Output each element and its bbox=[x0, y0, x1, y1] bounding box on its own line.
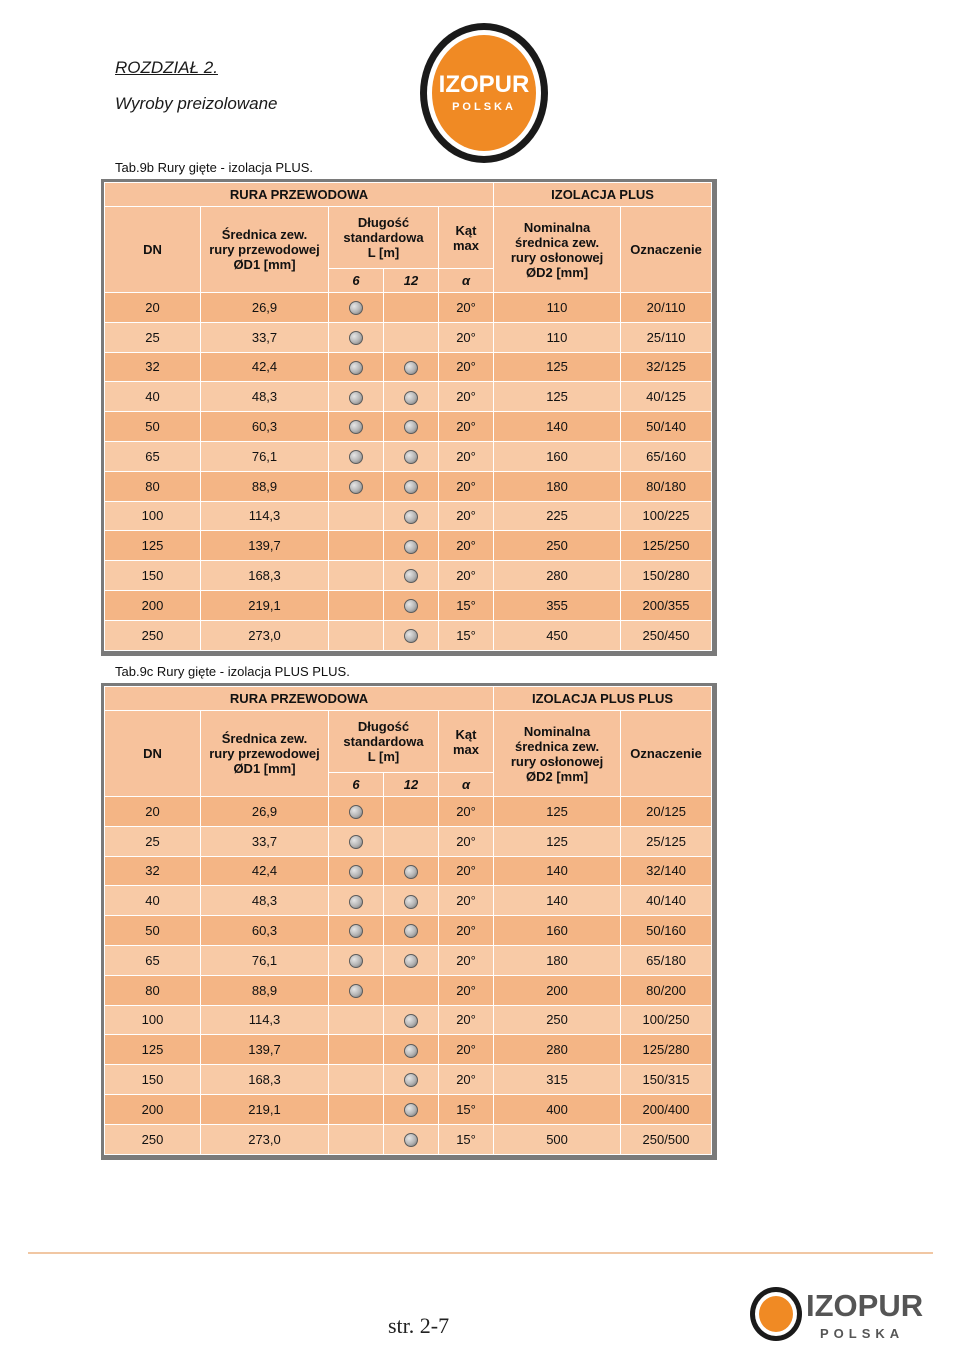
table-row bbox=[105, 561, 712, 591]
cell-d1: 114,3 bbox=[201, 501, 329, 531]
table-row bbox=[105, 501, 712, 531]
availability-dot-icon bbox=[349, 984, 363, 998]
cell-mark: 32/140 bbox=[621, 856, 712, 886]
table-row bbox=[105, 471, 712, 501]
availability-dot-icon bbox=[404, 450, 418, 464]
footer-logo-word-sub: POLSKA bbox=[820, 1326, 905, 1341]
cell-angle: 20° bbox=[439, 471, 494, 501]
cell-mark: 20/110 bbox=[621, 293, 712, 323]
cell-length-6 bbox=[329, 590, 384, 620]
col-d2: Nominalna średnica zew. rury osłonowej ØD2 [mm] bbox=[494, 207, 621, 293]
cell-mark: 20/125 bbox=[621, 797, 712, 827]
cell-length-6 bbox=[329, 441, 384, 471]
availability-dot-icon bbox=[349, 865, 363, 879]
cell-dn: 20 bbox=[105, 797, 201, 827]
table-row bbox=[105, 293, 712, 323]
cell-angle: 20° bbox=[439, 293, 494, 323]
cell-angle: 20° bbox=[439, 561, 494, 591]
col-length-6: 6 bbox=[329, 269, 384, 293]
cell-d2: 450 bbox=[494, 620, 621, 650]
cell-angle: 20° bbox=[439, 382, 494, 412]
cell-length-6 bbox=[329, 471, 384, 501]
cell-d1: 26,9 bbox=[201, 797, 329, 827]
cell-d2: 200 bbox=[494, 975, 621, 1005]
col-angle: Kąt max bbox=[439, 711, 494, 773]
availability-dot-icon bbox=[404, 1133, 418, 1147]
availability-dot-icon bbox=[404, 480, 418, 494]
cell-angle: 20° bbox=[439, 1035, 494, 1065]
table-row bbox=[105, 945, 712, 975]
col-length: Długość standardowa L [m] bbox=[329, 207, 439, 269]
cell-length-12 bbox=[384, 945, 439, 975]
cell-dn: 150 bbox=[105, 1065, 201, 1095]
table-row bbox=[105, 412, 712, 442]
col-length: Długość standardowa L [m] bbox=[329, 711, 439, 773]
availability-dot-icon bbox=[349, 895, 363, 909]
cell-angle: 20° bbox=[439, 501, 494, 531]
cell-d2: 140 bbox=[494, 856, 621, 886]
cell-length-6 bbox=[329, 1035, 384, 1065]
cell-d1: 76,1 bbox=[201, 441, 329, 471]
cell-length-12 bbox=[384, 975, 439, 1005]
cell-angle: 20° bbox=[439, 856, 494, 886]
logo-word-main: IZOPUR bbox=[438, 71, 530, 98]
cell-dn: 125 bbox=[105, 531, 201, 561]
group-header-pipe: RURA PRZEWODOWA bbox=[105, 687, 494, 711]
availability-dot-icon bbox=[404, 954, 418, 968]
table-row bbox=[105, 1124, 712, 1154]
cell-d1: 42,4 bbox=[201, 856, 329, 886]
cell-length-12 bbox=[384, 1035, 439, 1065]
availability-dot-icon bbox=[349, 924, 363, 938]
cell-angle: 20° bbox=[439, 826, 494, 856]
cell-angle: 20° bbox=[439, 531, 494, 561]
izopur-footer-logo-icon bbox=[748, 1284, 928, 1344]
col-dn: DN bbox=[105, 711, 201, 797]
table-row bbox=[105, 352, 712, 382]
cell-dn: 32 bbox=[105, 352, 201, 382]
cell-d2: 180 bbox=[494, 471, 621, 501]
cell-length-12 bbox=[384, 1065, 439, 1095]
cell-dn: 150 bbox=[105, 561, 201, 591]
cell-length-12 bbox=[384, 412, 439, 442]
availability-dot-icon bbox=[404, 569, 418, 583]
cell-angle: 20° bbox=[439, 797, 494, 827]
cell-mark: 40/140 bbox=[621, 886, 712, 916]
cell-length-12 bbox=[384, 1094, 439, 1124]
cell-mark: 80/200 bbox=[621, 975, 712, 1005]
col-alpha: α bbox=[439, 773, 494, 797]
cell-angle: 20° bbox=[439, 945, 494, 975]
cell-angle: 15° bbox=[439, 590, 494, 620]
cell-length-6 bbox=[329, 293, 384, 323]
col-length-12: 12 bbox=[384, 269, 439, 293]
cell-angle: 20° bbox=[439, 352, 494, 382]
cell-d2: 125 bbox=[494, 797, 621, 827]
cell-dn: 40 bbox=[105, 382, 201, 412]
cell-d1: 33,7 bbox=[201, 322, 329, 352]
availability-dot-icon bbox=[404, 540, 418, 554]
col-alpha: α bbox=[439, 269, 494, 293]
cell-length-6 bbox=[329, 620, 384, 650]
cell-d1: 76,1 bbox=[201, 945, 329, 975]
cell-d2: 110 bbox=[494, 293, 621, 323]
cell-dn: 100 bbox=[105, 501, 201, 531]
table-row bbox=[105, 531, 712, 561]
cell-length-12 bbox=[384, 352, 439, 382]
availability-dot-icon bbox=[349, 835, 363, 849]
col-angle: Kąt max bbox=[439, 207, 494, 269]
cell-length-6 bbox=[329, 1124, 384, 1154]
cell-length-6 bbox=[329, 1005, 384, 1035]
izopur-logo-icon bbox=[417, 20, 551, 166]
cell-length-12 bbox=[384, 441, 439, 471]
cell-length-12 bbox=[384, 620, 439, 650]
availability-dot-icon bbox=[349, 420, 363, 434]
cell-mark: 150/280 bbox=[621, 561, 712, 591]
availability-dot-icon bbox=[349, 331, 363, 345]
cell-d2: 280 bbox=[494, 561, 621, 591]
cell-d2: 315 bbox=[494, 1065, 621, 1095]
cell-length-12 bbox=[384, 1124, 439, 1154]
availability-dot-icon bbox=[404, 391, 418, 405]
chapter-subtitle: Wyroby preizolowane bbox=[115, 94, 278, 113]
cell-mark: 50/160 bbox=[621, 916, 712, 946]
cell-d1: 273,0 bbox=[201, 620, 329, 650]
cell-d2: 160 bbox=[494, 441, 621, 471]
cell-length-6 bbox=[329, 382, 384, 412]
cell-length-12 bbox=[384, 561, 439, 591]
cell-d2: 125 bbox=[494, 826, 621, 856]
cell-length-6 bbox=[329, 412, 384, 442]
cell-d1: 219,1 bbox=[201, 590, 329, 620]
cell-d1: 114,3 bbox=[201, 1005, 329, 1035]
availability-dot-icon bbox=[404, 895, 418, 909]
availability-dot-icon bbox=[404, 361, 418, 375]
cell-dn: 50 bbox=[105, 916, 201, 946]
cell-d2: 180 bbox=[494, 945, 621, 975]
page-number: str. 2-7 bbox=[388, 1313, 450, 1338]
table-row bbox=[105, 1094, 712, 1124]
cell-d1: 168,3 bbox=[201, 1065, 329, 1095]
availability-dot-icon bbox=[404, 420, 418, 434]
cell-d2: 110 bbox=[494, 322, 621, 352]
availability-dot-icon bbox=[404, 629, 418, 643]
availability-dot-icon bbox=[404, 510, 418, 524]
table-row bbox=[105, 620, 712, 650]
cell-dn: 125 bbox=[105, 1035, 201, 1065]
table-9c-caption: Tab.9c Rury gięte - izolacja PLUS PLUS. bbox=[115, 664, 350, 679]
cell-length-12 bbox=[384, 856, 439, 886]
cell-d2: 140 bbox=[494, 886, 621, 916]
cell-dn: 80 bbox=[105, 471, 201, 501]
availability-dot-icon bbox=[404, 1073, 418, 1087]
table-row bbox=[105, 322, 712, 352]
table-row bbox=[105, 975, 712, 1005]
cell-angle: 20° bbox=[439, 412, 494, 442]
cell-length-12 bbox=[384, 916, 439, 946]
col-length-6: 6 bbox=[329, 773, 384, 797]
col-d2: Nominalna średnica zew. rury osłonowej ØD2 [mm] bbox=[494, 711, 621, 797]
cell-mark: 100/250 bbox=[621, 1005, 712, 1035]
availability-dot-icon bbox=[349, 805, 363, 819]
cell-length-6 bbox=[329, 856, 384, 886]
col-d1: Średnica zew. rury przewodowej ØD1 [mm] bbox=[201, 711, 329, 797]
col-dn: DN bbox=[105, 207, 201, 293]
availability-dot-icon bbox=[349, 480, 363, 494]
cell-d1: 33,7 bbox=[201, 826, 329, 856]
table-row bbox=[105, 1035, 712, 1065]
cell-angle: 20° bbox=[439, 1065, 494, 1095]
cell-length-6 bbox=[329, 975, 384, 1005]
table-row bbox=[105, 1005, 712, 1035]
cell-d2: 125 bbox=[494, 352, 621, 382]
cell-angle: 20° bbox=[439, 1005, 494, 1035]
cell-d2: 225 bbox=[494, 501, 621, 531]
table-row bbox=[105, 797, 712, 827]
cell-dn: 65 bbox=[105, 441, 201, 471]
footer-logo-word-main: IZOPUR bbox=[806, 1288, 924, 1323]
cell-angle: 20° bbox=[439, 975, 494, 1005]
cell-angle: 15° bbox=[439, 620, 494, 650]
availability-dot-icon bbox=[349, 391, 363, 405]
table-row bbox=[105, 382, 712, 412]
cell-dn: 65 bbox=[105, 945, 201, 975]
cell-d1: 139,7 bbox=[201, 531, 329, 561]
cell-length-6 bbox=[329, 352, 384, 382]
cell-dn: 200 bbox=[105, 590, 201, 620]
footer-divider bbox=[28, 1252, 933, 1254]
cell-d2: 250 bbox=[494, 531, 621, 561]
logo-word-sub: POLSKA bbox=[452, 101, 516, 113]
group-header-pipe: RURA PRZEWODOWA bbox=[105, 183, 494, 207]
cell-angle: 15° bbox=[439, 1094, 494, 1124]
table-row bbox=[105, 856, 712, 886]
cell-length-12 bbox=[384, 826, 439, 856]
availability-dot-icon bbox=[349, 361, 363, 375]
col-length-12: 12 bbox=[384, 773, 439, 797]
col-mark: Oznaczenie bbox=[621, 711, 712, 797]
cell-d1: 48,3 bbox=[201, 382, 329, 412]
availability-dot-icon bbox=[404, 1103, 418, 1117]
availability-dot-icon bbox=[349, 954, 363, 968]
cell-angle: 20° bbox=[439, 916, 494, 946]
cell-mark: 125/250 bbox=[621, 531, 712, 561]
cell-dn: 200 bbox=[105, 1094, 201, 1124]
cell-length-6 bbox=[329, 886, 384, 916]
cell-d2: 500 bbox=[494, 1124, 621, 1154]
cell-mark: 125/280 bbox=[621, 1035, 712, 1065]
cell-mark: 25/125 bbox=[621, 826, 712, 856]
group-header-insulation: IZOLACJA PLUS bbox=[494, 183, 712, 207]
cell-mark: 200/355 bbox=[621, 590, 712, 620]
cell-length-12 bbox=[384, 322, 439, 352]
cell-d2: 125 bbox=[494, 382, 621, 412]
cell-d2: 400 bbox=[494, 1094, 621, 1124]
availability-dot-icon bbox=[349, 301, 363, 315]
availability-dot-icon bbox=[404, 1044, 418, 1058]
cell-dn: 32 bbox=[105, 856, 201, 886]
cell-angle: 20° bbox=[439, 886, 494, 916]
cell-d1: 48,3 bbox=[201, 886, 329, 916]
cell-length-6 bbox=[329, 531, 384, 561]
cell-mark: 65/160 bbox=[621, 441, 712, 471]
cell-mark: 32/125 bbox=[621, 352, 712, 382]
cell-length-6 bbox=[329, 826, 384, 856]
cell-length-12 bbox=[384, 1005, 439, 1035]
availability-dot-icon bbox=[404, 865, 418, 879]
cell-dn: 25 bbox=[105, 826, 201, 856]
col-d1: Średnica zew. rury przewodowej ØD1 [mm] bbox=[201, 207, 329, 293]
cell-d2: 355 bbox=[494, 590, 621, 620]
cell-mark: 150/315 bbox=[621, 1065, 712, 1095]
cell-mark: 50/140 bbox=[621, 412, 712, 442]
cell-d1: 168,3 bbox=[201, 561, 329, 591]
table-row bbox=[105, 886, 712, 916]
cell-d1: 88,9 bbox=[201, 471, 329, 501]
cell-mark: 80/180 bbox=[621, 471, 712, 501]
cell-d1: 273,0 bbox=[201, 1124, 329, 1154]
cell-length-12 bbox=[384, 590, 439, 620]
cell-mark: 250/450 bbox=[621, 620, 712, 650]
col-mark: Oznaczenie bbox=[621, 207, 712, 293]
group-header-insulation: IZOLACJA PLUS PLUS bbox=[494, 687, 712, 711]
cell-length-6 bbox=[329, 1065, 384, 1095]
cell-mark: 250/500 bbox=[621, 1124, 712, 1154]
table-9b bbox=[101, 179, 717, 656]
cell-dn: 50 bbox=[105, 412, 201, 442]
cell-mark: 25/110 bbox=[621, 322, 712, 352]
table-row bbox=[105, 826, 712, 856]
cell-length-6 bbox=[329, 1094, 384, 1124]
cell-length-12 bbox=[384, 471, 439, 501]
cell-length-12 bbox=[384, 382, 439, 412]
availability-dot-icon bbox=[349, 450, 363, 464]
cell-angle: 20° bbox=[439, 322, 494, 352]
cell-length-6 bbox=[329, 501, 384, 531]
cell-d1: 139,7 bbox=[201, 1035, 329, 1065]
cell-angle: 15° bbox=[439, 1124, 494, 1154]
cell-d2: 140 bbox=[494, 412, 621, 442]
cell-d2: 250 bbox=[494, 1005, 621, 1035]
cell-mark: 40/125 bbox=[621, 382, 712, 412]
table-row bbox=[105, 441, 712, 471]
availability-dot-icon bbox=[404, 924, 418, 938]
cell-angle: 20° bbox=[439, 441, 494, 471]
cell-length-6 bbox=[329, 561, 384, 591]
table-9b-caption: Tab.9b Rury gięte - izolacja PLUS. bbox=[115, 160, 313, 175]
cell-d1: 26,9 bbox=[201, 293, 329, 323]
cell-length-6 bbox=[329, 945, 384, 975]
availability-dot-icon bbox=[404, 599, 418, 613]
table-9c bbox=[101, 683, 717, 1160]
cell-length-12 bbox=[384, 501, 439, 531]
chapter-heading: ROZDZIAŁ 2. bbox=[115, 58, 218, 77]
cell-d2: 280 bbox=[494, 1035, 621, 1065]
table-row bbox=[105, 916, 712, 946]
cell-d1: 88,9 bbox=[201, 975, 329, 1005]
cell-length-12 bbox=[384, 797, 439, 827]
cell-dn: 80 bbox=[105, 975, 201, 1005]
availability-dot-icon bbox=[404, 1014, 418, 1028]
cell-dn: 20 bbox=[105, 293, 201, 323]
cell-dn: 25 bbox=[105, 322, 201, 352]
cell-length-12 bbox=[384, 531, 439, 561]
cell-length-6 bbox=[329, 322, 384, 352]
table-row bbox=[105, 590, 712, 620]
cell-dn: 40 bbox=[105, 886, 201, 916]
cell-d1: 60,3 bbox=[201, 916, 329, 946]
cell-length-12 bbox=[384, 886, 439, 916]
cell-length-6 bbox=[329, 797, 384, 827]
cell-length-12 bbox=[384, 293, 439, 323]
cell-dn: 250 bbox=[105, 620, 201, 650]
cell-d1: 42,4 bbox=[201, 352, 329, 382]
cell-mark: 65/180 bbox=[621, 945, 712, 975]
cell-d2: 160 bbox=[494, 916, 621, 946]
cell-dn: 250 bbox=[105, 1124, 201, 1154]
cell-d1: 219,1 bbox=[201, 1094, 329, 1124]
cell-mark: 200/400 bbox=[621, 1094, 712, 1124]
cell-dn: 100 bbox=[105, 1005, 201, 1035]
table-row bbox=[105, 1065, 712, 1095]
cell-mark: 100/225 bbox=[621, 501, 712, 531]
cell-length-6 bbox=[329, 916, 384, 946]
cell-d1: 60,3 bbox=[201, 412, 329, 442]
